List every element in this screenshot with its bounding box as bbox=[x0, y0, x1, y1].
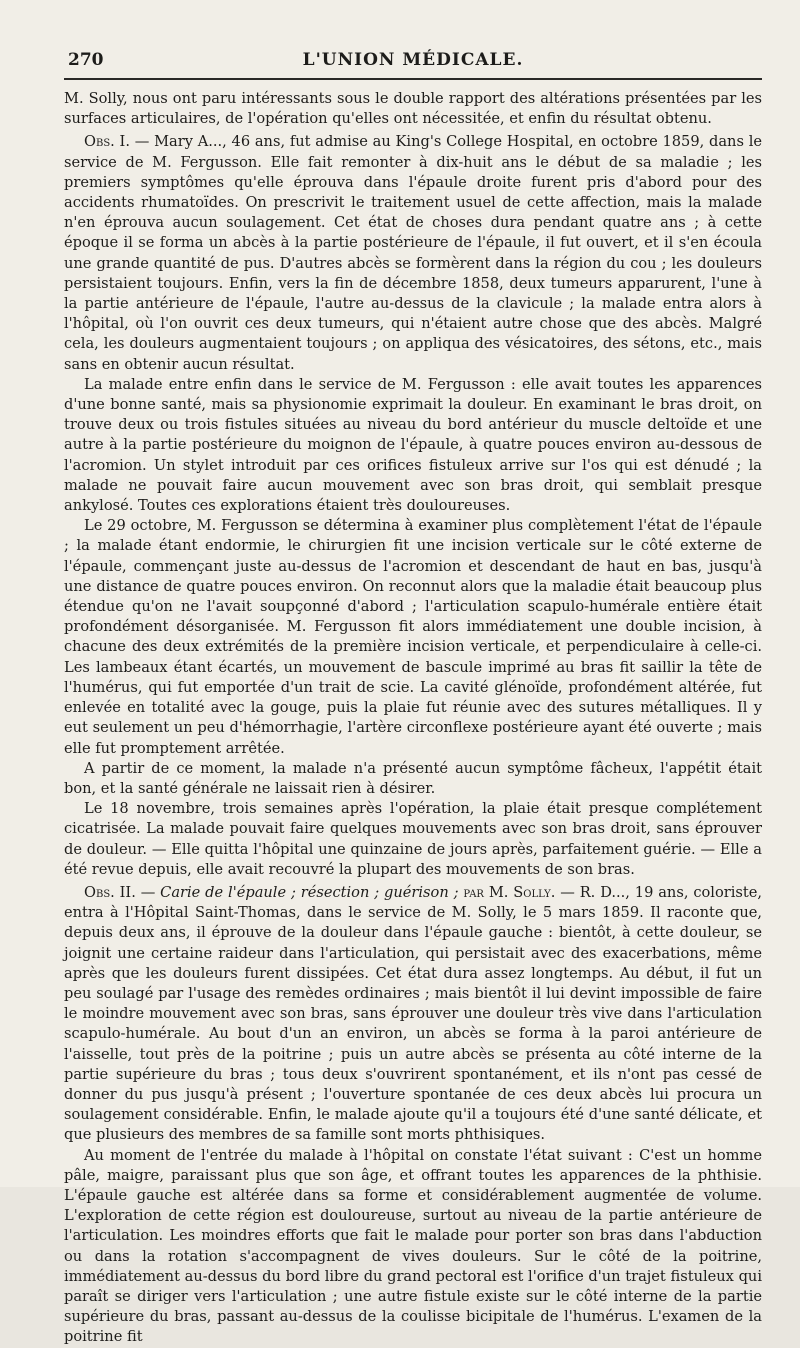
obs-1-label: Obs. I. bbox=[84, 133, 130, 151]
obs-2-label: Obs. II. bbox=[84, 883, 136, 901]
paragraph: A partir de ce moment, la malade n'a présenté aucun symptôme fâcheux, l'appétit était bon, et la santé générale ne laissait rien à désirer. bbox=[64, 759, 762, 797]
paragraph: Le 18 novembre, trois semaines après l'opération, la plaie était presque complétement cicatrisée. La malade pouvait faire quelques mouvements avec son bras droit, sans éprouver de douleur. — Elle quitta l'hôpital une quinzaine de jours après, parfaitement guérie. — Elle a été revue depuis, elle avait recouvré la plupart des mouvements de son bras. bbox=[64, 800, 762, 878]
page-number: 270 bbox=[68, 50, 104, 70]
body-text bbox=[64, 89, 762, 1348]
obs-2-author: par M. Solly. bbox=[463, 883, 556, 901]
page-header bbox=[64, 48, 762, 78]
paragraph: Le 29 octobre, M. Fergusson se détermina à examiner plus complètement l'état de l'épaule ; la malade étant endormie, le chirurgien fit une incision verticale sur le côté externe de l'épaule, commençant juste au-dessus de l'acromion et descendant de haut en bas, jusqu'à une distance de quatre pouces environ. On reconnut alors que la maladie était beaucoup plus étendue qu'on ne l'avait soupçonné d'abord ; l'articulation scapulo-humérale entière était profondément désorganisée. M. Fergusson fit alors immédiatement une double incision, à chacune des deux extrémités de la première incision verticale, et perpendiculaire à celle-ci. Les lambeaux étant écartés, un mouvement de bascule imprimé au bras fit saillir la tête de l'humérus, qui fut emportée d'un trait de scie. La cavité glénoïde, profondément altérée, fut enlevée en totalité avec la gouge, puis la plaie fut réunie avec des sutures métalliques. Il y eut seulement un peu d'hémorrhagie, l'artère circonflexe postérieure ayant été ouverte ; mais elle fut promptement arrêtée. bbox=[64, 517, 762, 757]
paragraph: M. Solly, nous ont paru intéressants sous le double rapport des altérations présentées par les surfaces articulaires, de l'opération qu'elles ont nécessitée, et enfin du résultat obtenu. bbox=[64, 90, 762, 128]
obs-2-subtitle: Carie de l'épaule ; résection ; guérison ; bbox=[160, 883, 459, 901]
observation-1 bbox=[64, 132, 762, 374]
observation-2: Obs. II. — Carie de l'épaule ; résection ; guérison ; par M. Solly. — R. D..., 19 ans, coloriste, entra à l'Hôpital Saint-Thomas, dans le service de M. Solly, le 5 mars 1859. Il raconte que, depuis deux ans, il éprouve de la douleur dans l'épaule gauche : bientôt, à cette douleur, se joignit une certaine raideur dans l'articulation, qui persistait avec des exacerbations, même après que les douleurs furent dissipées. Cet état dura assez longtemps. Au début, il fut un peu soulagé par l'usage des remèdes ordinaires ; mais bientôt il lui devint impossible de faire le moindre mouvement avec son bras, sans éprouver une douleur très vive dans l'articulation scapulo-humérale. Au bout d'un an environ, un abcès se forma à la paroi antérieure de l'aisselle, tout près de la poitrine ; puis un autre abcès se présenta au côté interne de la partie supérieure du bras ; tous deux s'ouvrirent spontanément, et ils n'ont pas cessé de donner du pus jusqu'à présent ; l'ouverture spontanée de ces deux abcès lui procura un soulagement considérable. Enfin, le malade ajoute qu'il a toujours été d'une santé délicate, et que plusieurs des membres de sa famille sont morts phthisiques. bbox=[64, 883, 763, 1144]
paragraph: — Mary A..., 46 ans, fut admise au King's College Hospital, en octobre 1859, dans le service de M. Fergusson. Elle fait remonter à dix-huit ans le début de sa maladie ; les premiers symptômes qu'elle éprouva dans l'épaule droite furent pris d'abord pour des accidents rhumatoïdes. On prescrivit le traitement usuel de cette affection, mais la malade n'en éprouva aucun soulagement. Cet état de choses dura pendant quatre ans ; à cette époque il se forma un abcès à la partie postérieure de l'épaule, il fut ouvert, et il s'en écoula une grande quantité de pus. D'autres abcès se formèrent dans la région du cou ; les douleurs persistaient toujours. Enfin, vers la fin de décembre 1858, deux tumeurs apparurent, l'une à la partie antérieure de l'épaule, l'autre au-dessus de la clavicule ; la malade entra alors à l'hôpital, où l'on ouvrit ces deux tumeurs, qui n'étaient autre chose que des abcès. Malgré cela, les douleurs augmentaient toujours ; on appliqua des vésicatoires, des sétons, etc., mais sans en obtenir aucun résultat. bbox=[64, 133, 763, 373]
running-title: L'UNION MÉDICALE. bbox=[302, 50, 524, 70]
paragraph: — R. D..., 19 ans, coloriste, entra à l'Hôpital Saint-Thomas, dans le service de M. Solly, le 5 mars 1859. Il raconte que, depuis deux ans, il éprouve de la douleur dans l'épaule gauche : bientôt, à cette douleur, se joignit une certaine raideur dans l'articulation, qui persistait avec des exacerbations, même après que les douleurs furent dissipées. Cet état dura assez longtemps. Au début, il fut un peu soulagé par l'usage des remèdes ordinaires ; mais bientôt il lui devint impossible de faire le moindre mouvement avec son bras, sans éprouver une douleur très vive dans l'articulation scapulo-humérale. Au bout d'un an environ, un abcès se forma à la paroi antérieure de l'aisselle, tout près de la poitrine ; puis un autre abcès se présenta au côté interne de la partie supérieure du bras ; tous deux s'ouvrirent spontanément, et ils n'ont pas cessé de donner du pus jusqu'à présent ; l'ouverture spontanée de ces deux abcès lui procura un soulagement considérable. Enfin, le malade ajoute qu'il a toujours été d'une santé délicate, et que plusieurs des membres de sa famille sont morts phthisiques. bbox=[64, 883, 763, 1144]
paragraph: La malade entre enfin dans le service de M. Fergusson : elle avait toutes les apparences d'une bonne santé, mais sa physionomie exprimait la douleur. En examinant le bras droit, on trouve deux ou trois fistules situées au niveau du bord antérieur du muscle deltoïde et une autre à la partie postérieure du moignon de l'épaule, à quatre pouces environ au-dessous de l'acromion. Un stylet introduit par ces orifices fistuleux arrive sur l'os qui est dénudé ; la malade ne pouvait faire aucun mouvement avec son bras droit, qui semblait presque ankylosé. Toutes ces explorations étaient très douloureuses. bbox=[64, 375, 762, 515]
header-rule bbox=[64, 78, 762, 80]
paragraph: Au moment de l'entrée du malade à l'hôpital on constate l'état suivant : C'est un homme pâle, maigre, paraissant plus que son âge, et offrant toutes les apparences de la phthisie. L'épaule gauche est altérée dans sa forme et considérablement augmentée de volume. L'exploration de cette région est douloureuse, surtout au niveau de la partie antérieure de l'articulation. Les moindres efforts que fait le malade pour porter son bras dans l'abduction ou dans la rotation s'accompagnent de vives douleurs. Sur le côté de la poitrine, immédiatement au-dessus du bord libre du grand pectoral est l'orifice d'un trajet fistuleux qui paraît se diriger vers l'articulation ; une autre fistule existe sur le côté interne de la partie supérieure du bras, passant au-dessus de la coulisse bicipitale de l'humérus. L'examen de la poitrine fit bbox=[64, 1146, 762, 1346]
